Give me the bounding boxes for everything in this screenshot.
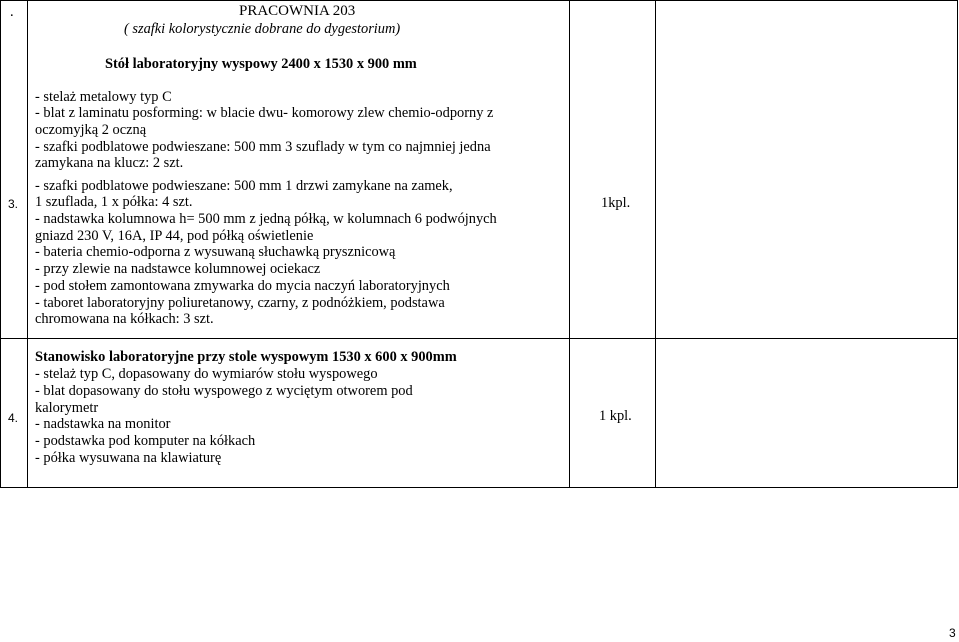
row-divider xyxy=(0,338,958,339)
page-subtitle: ( szafki kolorystycznie dobrane do dygestorium) xyxy=(124,21,401,37)
list-item: kalorymetr xyxy=(35,400,99,416)
list-item: - szafki podblatowe podwieszane: 500 mm 1 drzwi zamykane na zamek, xyxy=(35,178,453,194)
list-item: - szafki podblatowe podwieszane: 500 mm 3 szuflady w tym co najmniej jedna xyxy=(35,139,491,155)
list-item: - stelaż metalowy typ C xyxy=(35,89,172,105)
table-border-top xyxy=(0,0,958,1)
list-item: 1 szuflada, 1 x półka: 4 szt. xyxy=(35,194,193,210)
header-dot: . xyxy=(10,4,14,20)
row-quantity: 1kpl. xyxy=(601,195,631,211)
list-item: - pod stołem zamontowana zmywarka do mycia naczyń laboratoryjnych xyxy=(35,278,450,294)
list-item: - półka wysuwana na klawiaturę xyxy=(35,450,222,466)
list-item: - bateria chemio-odporna z wysuwaną słuchawką prysznicową xyxy=(35,244,396,260)
table-border-right xyxy=(957,0,958,488)
list-item: - blat dopasowany do stołu wyspowego z wyciętym otworem pod xyxy=(35,383,413,399)
list-item: - blat z laminatu posforming: w blacie dwu- komorowy zlew chemio-odporny z xyxy=(35,105,494,121)
list-item: - podstawka pod komputer na kółkach xyxy=(35,433,256,449)
table-border-left xyxy=(0,0,1,488)
row-heading: Stanowisko laboratoryjne przy stole wyspowym 1530 x 600 x 900mm xyxy=(35,349,457,365)
row-number: 3. xyxy=(8,197,19,211)
column-divider-quantity xyxy=(655,0,656,488)
list-item: - nadstawka kolumnowa h= 500 mm z jedną półką, w kolumnach 6 podwójnych xyxy=(35,211,497,227)
list-item: - nadstawka na monitor xyxy=(35,416,171,432)
list-item: gniazd 230 V, 16A, IP 44, pod półką oświetlenie xyxy=(35,228,314,244)
page-number: 3 xyxy=(949,626,956,640)
list-item: oczomyjką 2 oczną xyxy=(35,122,147,138)
row-quantity: 1 kpl. xyxy=(599,408,632,424)
row-number: 4. xyxy=(8,411,19,425)
column-divider-description xyxy=(569,0,570,488)
section-heading: Stół laboratoryjny wyspowy 2400 x 1530 x 900 mm xyxy=(105,56,417,72)
table-border-bottom xyxy=(0,487,958,488)
list-item: zamykana na klucz: 2 szt. xyxy=(35,155,184,171)
list-item: - stelaż typ C, dopasowany do wymiarów stołu wyspowego xyxy=(35,366,378,382)
list-item: chromowana na kółkach: 3 szt. xyxy=(35,311,214,327)
page-title: PRACOWNIA 203 xyxy=(239,3,356,19)
list-item: - taboret laboratoryjny poliuretanowy, czarny, z podnóżkiem, podstawa xyxy=(35,295,445,311)
column-divider-number xyxy=(27,0,28,488)
list-item: - przy zlewie na nadstawce kolumnowej ociekacz xyxy=(35,261,321,277)
